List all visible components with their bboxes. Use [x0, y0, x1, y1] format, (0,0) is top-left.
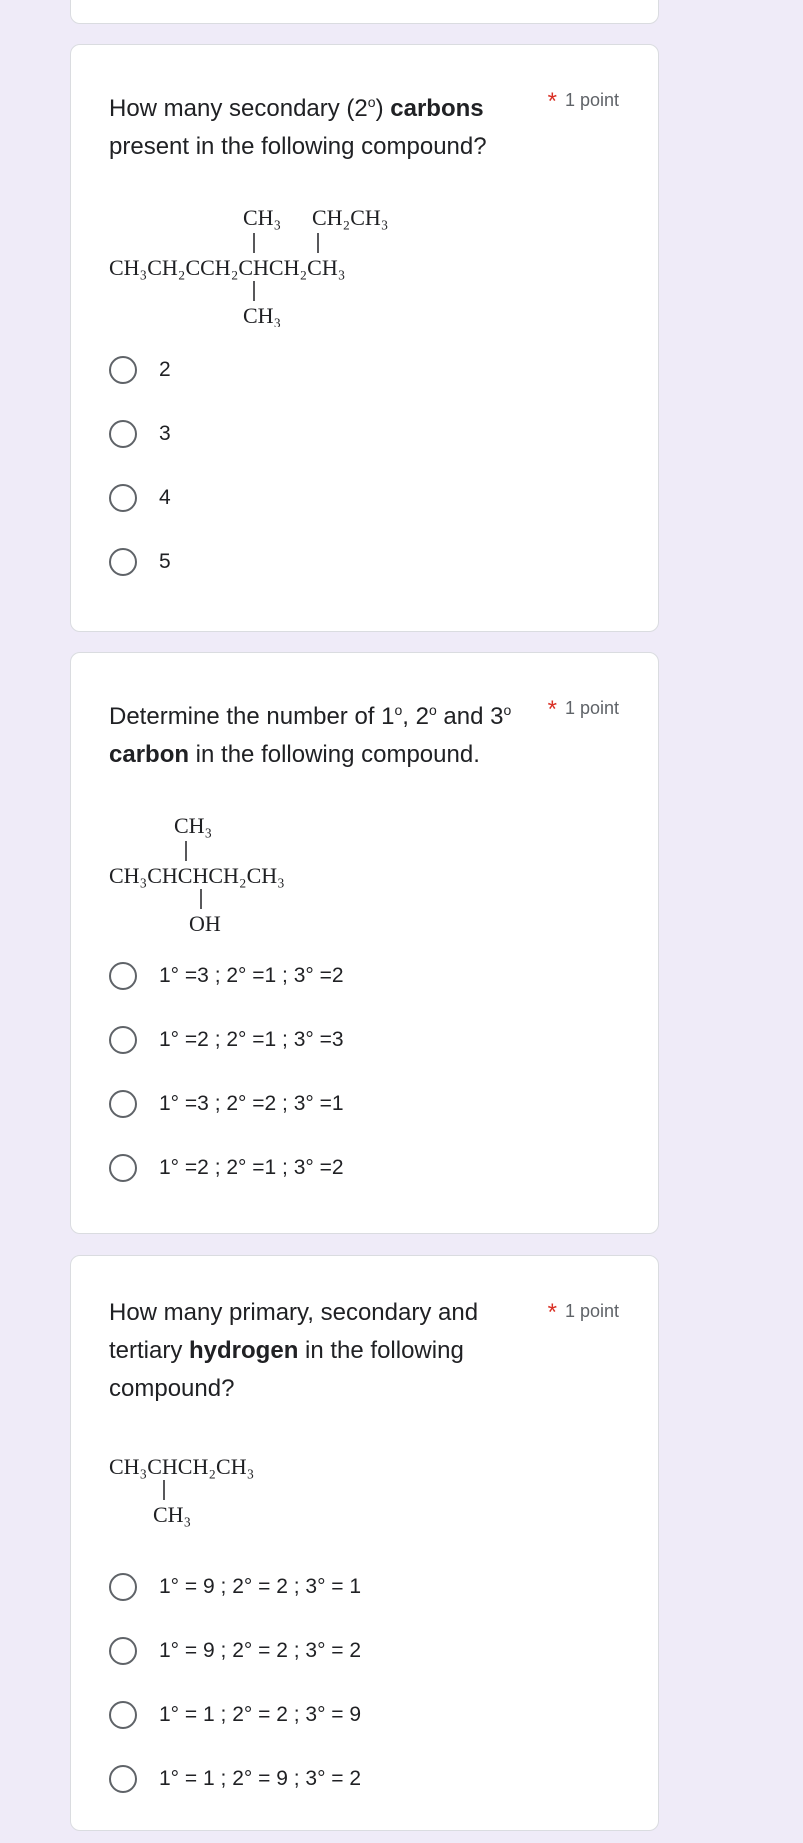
option-1[interactable] [109, 1570, 361, 1604]
option-3[interactable] [109, 481, 171, 515]
substituent-bottom: CH₃ [243, 303, 282, 327]
question-header [109, 83, 619, 166]
question-card-1 [70, 44, 659, 632]
option-3[interactable] [109, 1698, 361, 1732]
substituent-top-right: CH₂CH₃ [312, 205, 389, 230]
question-text: Determine the number of 1$^o$, 2$^o$ and 3$^o$ carbon in the following compound. [109, 702, 512, 768]
radio-button[interactable] [109, 962, 137, 990]
radio-button[interactable] [109, 1573, 137, 1601]
main-chain: CH₃CHCH₂CH₃ [109, 1454, 255, 1479]
radio-button[interactable] [109, 356, 137, 384]
question-card-2 [70, 652, 659, 1234]
option-label: 1° =3 ; 2° =2 ; 3° =1 [159, 1092, 344, 1115]
question-card-3 [70, 1255, 659, 1831]
main-chain: CH₃CH₂CCH₂CHCH₂CH₃ [109, 255, 346, 280]
substituent-bottom: OH [189, 911, 221, 935]
option-label: 1° =3 ; 2° =1 ; 3° =2 [159, 964, 344, 987]
option-4[interactable] [109, 545, 171, 579]
main-chain: CH₃CHCHCH₂CH₃ [109, 863, 285, 888]
points-label: * 1 point [547, 88, 619, 115]
option-4[interactable] [109, 1151, 344, 1185]
radio-button[interactable] [109, 1154, 137, 1182]
option-label: 1° =2 ; 2° =1 ; 3° =3 [159, 1028, 344, 1051]
option-4[interactable] [109, 1762, 361, 1796]
radio-button[interactable] [109, 548, 137, 576]
question-text: How many primary, secondary and tertiary hydrogen in the following compound? [109, 1299, 479, 1402]
previous-question-card [70, 0, 659, 24]
radio-button[interactable] [109, 1637, 137, 1665]
substituent-top-left: CH₃ [243, 205, 282, 230]
option-2[interactable] [109, 417, 171, 451]
option-3[interactable] [109, 1087, 344, 1121]
question-text: How many secondary (2$^o$) carbons present in the following compound? [109, 94, 487, 160]
required-asterisk: * [547, 88, 557, 115]
option-label: 1° = 1 ; 2° = 2 ; 3° = 9 [159, 1703, 362, 1726]
radio-button[interactable] [109, 1765, 137, 1793]
required-asterisk: * [547, 696, 557, 723]
required-asterisk: * [547, 1299, 557, 1326]
chemical-structure [109, 197, 429, 332]
option-label: 1° = 9 ; 2° = 2 ; 3° = 1 [159, 1575, 362, 1598]
substituent-top: CH₃ [174, 813, 213, 838]
option-1[interactable] [109, 353, 171, 387]
points-label: * 1 point [547, 1299, 619, 1326]
option-label: 1° =2 ; 2° =1 ; 3° =2 [159, 1156, 344, 1179]
radio-button[interactable] [109, 484, 137, 512]
points-label: * 1 point [547, 696, 619, 723]
radio-button[interactable] [109, 420, 137, 448]
question-header [109, 1294, 619, 1408]
option-label: 3 [159, 422, 171, 445]
radio-button[interactable] [109, 1026, 137, 1054]
chemical-structure [109, 805, 369, 940]
radio-button[interactable] [109, 1701, 137, 1729]
radio-button[interactable] [109, 1090, 137, 1118]
option-label: 1° = 9 ; 2° = 2 ; 3° = 2 [159, 1639, 362, 1662]
option-label: 2 [159, 358, 171, 381]
chemical-structure [109, 1446, 329, 1541]
question-header [109, 691, 619, 774]
substituent-bottom: CH₃ [153, 1502, 192, 1527]
option-1[interactable] [109, 959, 344, 993]
option-2[interactable] [109, 1634, 361, 1668]
option-label: 5 [159, 550, 171, 573]
option-label: 1° = 1 ; 2° = 9 ; 3° = 2 [159, 1767, 362, 1790]
option-2[interactable] [109, 1023, 344, 1057]
option-label: 4 [159, 486, 171, 509]
